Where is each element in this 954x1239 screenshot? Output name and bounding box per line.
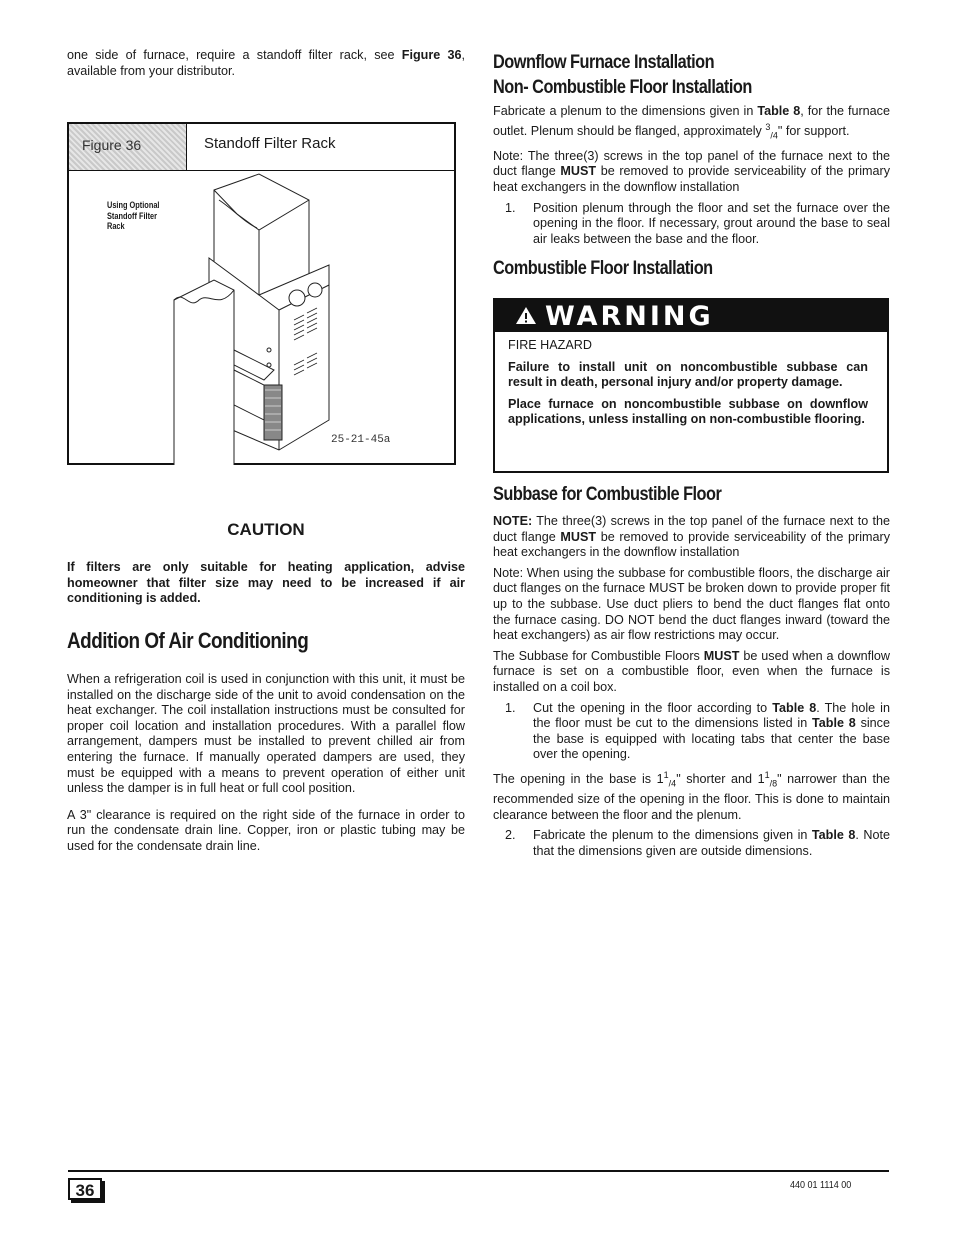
caution-text: If filters are only suitable for heating application, advise homeowner that filter size may need to be increased if air conditioning is added. (67, 560, 465, 606)
air-conditioning-section (67, 672, 465, 855)
heading-subbase: Subbase for Combustible Floor (493, 484, 722, 505)
intro-paragraph: one side of furnace, require a standoff filter rack, see Figure 36, available from your distributor. (67, 48, 465, 78)
note-screws-2: NOTE: The three(3) screws in the top panel of the furnace next to the duct flange MUST be removed to provide serviceability of the primary heat exchangers in the downflow installation (493, 514, 890, 560)
subbase-must-paragraph: The Subbase for Combustible Floors MUST be used when a downflow furnace is set on a combustible floor, even when the furnace is installed on a coil box. (493, 648, 890, 694)
note-duct-flanges: Note: When using the subbase for combustible floors, the discharge air duct flanges on the furnace MUST be broken down to provide proper fit up to the subbase. Use duct pliers to bend the duct flanges flat onto the furnace casing. DO NOT bend the duct flanges inward (toward the heat exchangers) as air flow restrictions may occur. (493, 565, 890, 643)
figure-tag: Figure 36 (69, 124, 187, 170)
plenum-paragraph: Fabricate a plenum to the dimensions given in Table 8, for the furnace outlet. Plenum should be flanged, approximately $^3_{/4}$" for support. (493, 104, 890, 141)
figure-36 (67, 122, 456, 465)
opening-paragraph: The opening in the base is $1^1_{/4}$" shorter and $1^1_{/8}$" narrower than the recommended size of the opening in the floor. This is done to maintain clearance between the floor and the plenum. (493, 769, 890, 822)
warning-text-2: Place furnace on noncombustible subbase on downflow applications, unless installing on non-combustible flooring. (508, 396, 868, 427)
step-fabricate-plenum: 2. Fabricate the plenum to the dimensions given in Table 8. Note that the dimensions given are outside dimensions. (505, 828, 890, 858)
right-column-top (493, 51, 890, 281)
step-position-plenum: 1. Position plenum through the floor and set the furnace over the opening in the floor. If necessary, grout around the base to seal air leaks between the base and the floor. (505, 200, 890, 246)
figure-note: Using Optional Standoff Filter Rack (107, 200, 160, 231)
heading-air-conditioning: Addition Of Air Conditioning (67, 628, 309, 653)
warning-box (493, 298, 889, 473)
figure-header (69, 124, 454, 171)
footer-rule (68, 1170, 889, 1172)
warning-hazard: FIRE HAZARD (508, 338, 592, 352)
heading-noncombustible: Non- Combustible Floor Installation (493, 77, 752, 98)
page-number: 36 (68, 1178, 102, 1200)
heading-combustible: Combustible Floor Installation (493, 258, 713, 280)
figure-title: Standoff Filter Rack (204, 135, 336, 152)
ac-paragraph-2: A 3" clearance is required on the right side of the furnace in order to run the condensate drain line. Copper, iron or plastic tubing may be used for the condensate drain line. (67, 807, 465, 853)
document-number: 440 01 1114 00 (790, 1180, 852, 1191)
step-cut-opening: 1. Cut the opening in the floor according to Table 8. The hole in the floor must be cut to the dimensions listed in Table 8 since the base is equipped with locating tabs that center the base over the opening. (505, 700, 890, 762)
note-screws-1: Note: The three(3) screws in the top panel of the furnace next to the duct flange MUST be removed to provide serviceability of the primary heat exchangers in the downflow installation (493, 148, 890, 195)
ac-paragraph-1: When a refrigeration coil is used in conjunction with this unit, it must be installed on the discharge side of the unit to avoid condensation on the heat exchanger. The coil installation instructions must be consulted for proper coil location and installation procedures. With a parallel flow arrangement, dampers must be installed to prevent chilled air from entering the furnace. If manually operated dampers are used, they must be equipped with a means to prevent operation of either unit unless the damper is in full heat or full cool position. (67, 672, 465, 796)
warning-text-1: Failure to install unit on noncombustible subbase can result in death, personal injury and/or property damage. (508, 359, 868, 390)
subbase-section (493, 482, 890, 860)
left-column (67, 48, 465, 79)
furnace-illustration (69, 170, 454, 465)
heading-downflow: Downflow Furnace Installation (493, 52, 715, 73)
caution-title: CAUTION (227, 520, 305, 539)
caution-block (67, 520, 465, 607)
warning-triangle-icon (515, 306, 537, 325)
figure-code: 25-21-45a (331, 434, 391, 446)
warning-word: WARNING (545, 301, 714, 332)
warning-bar (495, 300, 887, 332)
